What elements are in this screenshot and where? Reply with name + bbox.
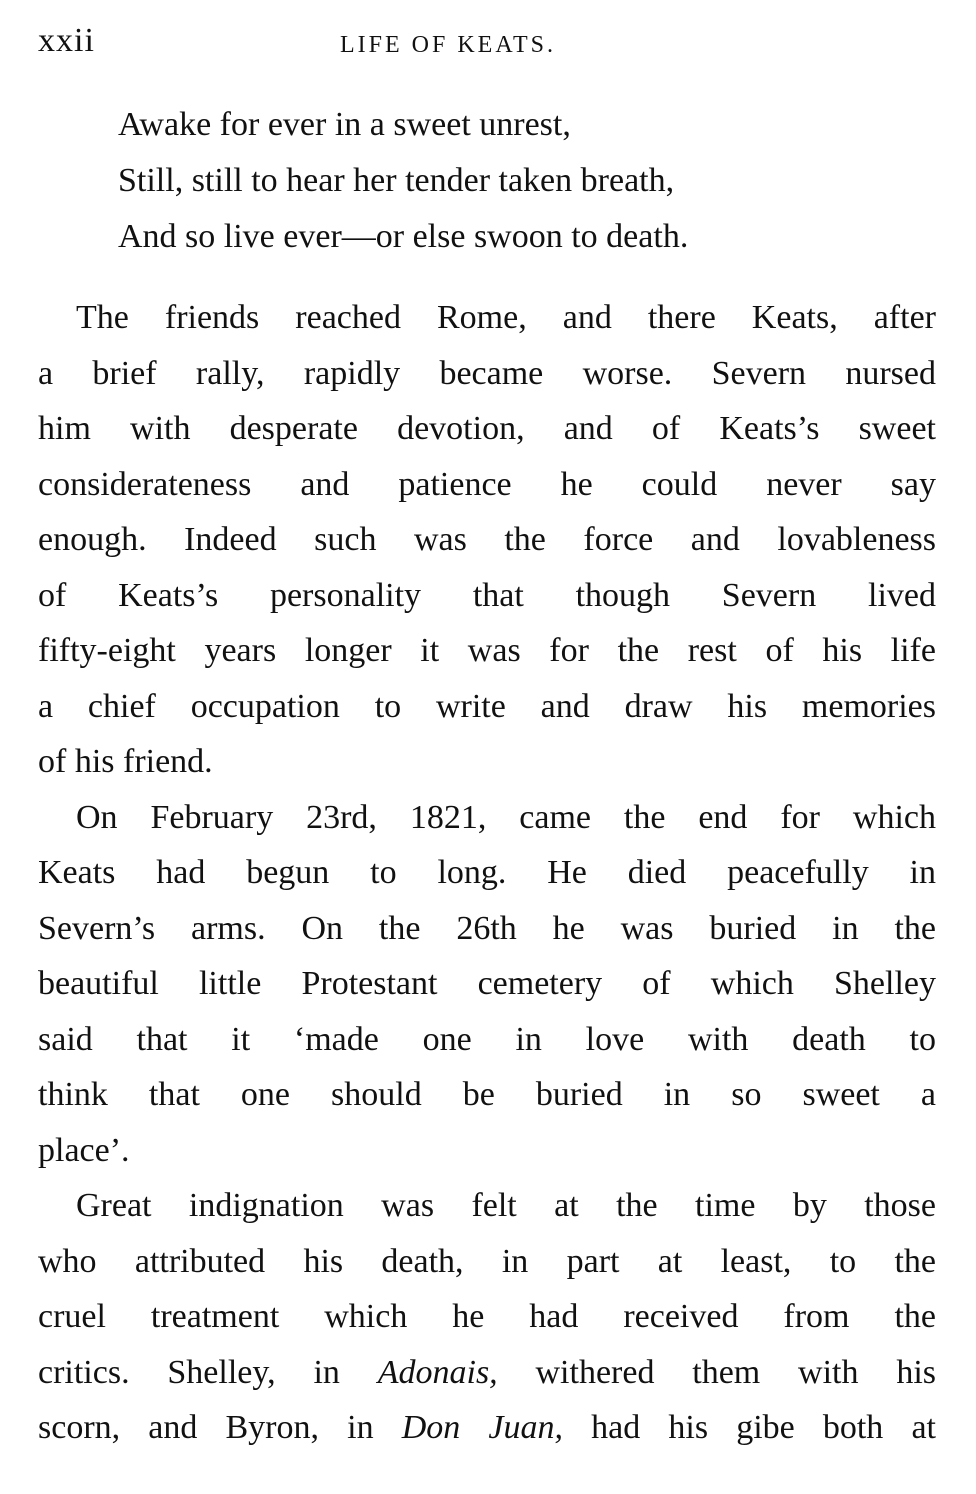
text-segment: scorn, and Byron, in [38,1409,402,1446]
text-line: who attributed his death, in part at least, to the [38,1242,936,1280]
text-segment: critics. Shelley, in [38,1353,378,1391]
text-line: place’. [38,1131,130,1169]
text-line: of Keats’s personality that though Severn lived [38,576,936,614]
paragraph-rome [38,290,936,790]
work-title-adonais: Adonais, [377,1353,498,1391]
text-line-adonais [38,1345,936,1401]
text-line: a brief rally, rapidly became worse. Severn nursed [38,354,936,392]
verse-quotation [118,97,918,265]
running-head: LIFE OF KEATS. [340,32,557,58]
text-line: said that it ‘made one in love with death to [38,1020,936,1058]
text-line: Keats had begun to long. He died peacefully in [38,854,936,891]
text-line: of his friend. [38,743,213,780]
text-line: Severn’s arms. On the 26th he was buried in the [38,909,936,947]
verse-line: Still, still to hear her tender taken breath, [118,162,675,199]
page-header [38,22,938,72]
text-segment: withered them with his [497,1353,936,1391]
text-line: considerateness and patience he could never say [38,465,936,503]
text-line: On February 23rd, 1821, came the end for which [76,798,936,836]
page-number: xxii [38,22,95,59]
verse-line: Awake for ever in a sweet unrest, [118,106,571,143]
text-line: Great indignation was felt at the time by those [76,1187,936,1224]
text-segment: had his gibe both at [563,1409,936,1446]
work-title-don-juan: Don Juan, [401,1409,564,1446]
text-line: fifty-eight years longer it was for the rest of his life [38,632,936,669]
body-text [38,290,936,1456]
text-line: a chief occupation to write and draw his memories [38,687,936,725]
text-line: The friends reached Rome, and there Keats, after [76,299,936,336]
text-line: cruel treatment which he had received from the [38,1298,936,1335]
text-line: enough. Indeed such was the force and lovableness [38,521,936,558]
text-line-don-juan [38,1400,936,1456]
text-line: him with desperate devotion, and of Keats’s sweet [38,410,936,447]
verse-line: And so live ever—or else swoon to death. [118,218,689,255]
paragraph-indignation [38,1178,936,1456]
paragraph-death [38,790,936,1179]
text-line: beautiful little Protestant cemetery of which Shelley [38,965,936,1002]
text-line: think that one should be buried in so sweet a [38,1076,936,1113]
